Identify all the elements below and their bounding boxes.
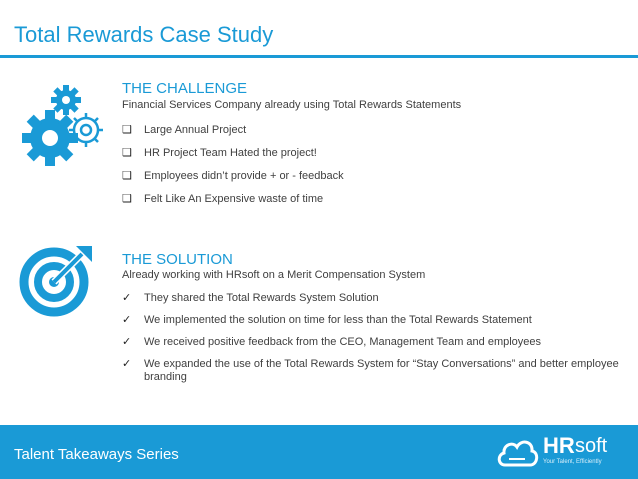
list-item <box>122 124 344 137</box>
solution-subtitle: Already working with HRsoft on a Merit Compensation System <box>122 269 426 281</box>
title-divider <box>0 55 638 58</box>
list-item <box>122 358 622 384</box>
checkmark-icon: ✓ <box>122 358 132 370</box>
solution-list <box>122 292 622 384</box>
list-item-text: They shared the Total Rewards System Solution <box>144 292 379 304</box>
page-title: Total Rewards Case Study <box>14 22 274 47</box>
list-item-text: We implemented the solution on time for less than the Total Rewards Statement <box>144 314 532 326</box>
list-item-text: Felt Like An Expensive waste of time <box>144 193 324 205</box>
challenge-heading: THE CHALLENGE <box>122 80 248 97</box>
logo-tagline: Your Talent, Efficiently <box>543 459 602 465</box>
checkmark-icon: ✓ <box>122 292 132 304</box>
list-item-text: Large Annual Project <box>144 124 247 136</box>
title-bar <box>0 0 638 54</box>
list-item-text: Employees didn’t provide + or - feedback <box>144 170 344 182</box>
checkbox-bullet-icon: ❑ <box>122 124 132 136</box>
footer-series-label: Talent Takeaways Series <box>14 446 179 463</box>
list-item <box>122 147 344 160</box>
checkbox-bullet-icon: ❑ <box>122 170 132 182</box>
list-item <box>122 170 344 183</box>
list-item <box>122 292 622 305</box>
gears-icon <box>14 82 106 174</box>
challenge-list <box>122 124 344 206</box>
cloud-logo-icon <box>495 433 539 473</box>
list-item-text: We received positive feedback from the CEO, Management Team and employees <box>144 336 542 348</box>
list-item-text: HR Project Team Hated the project! <box>144 147 317 159</box>
footer-bar <box>0 425 638 479</box>
target-icon <box>18 240 98 320</box>
logo-hr-text: HR <box>543 433 575 458</box>
challenge-subtitle: Financial Services Company already using Total Rewards Statements <box>122 99 462 111</box>
solution-heading: THE SOLUTION <box>122 251 233 268</box>
list-item <box>122 193 344 206</box>
checkmark-icon: ✓ <box>122 336 132 348</box>
list-item <box>122 336 622 349</box>
hrsoft-logo <box>495 431 630 475</box>
checkbox-bullet-icon: ❑ <box>122 193 132 205</box>
list-item-text: We expanded the use of the Total Rewards System for “Stay Conversations” and better employee branding <box>144 358 619 383</box>
checkmark-icon: ✓ <box>122 314 132 326</box>
checkbox-bullet-icon: ❑ <box>122 147 132 159</box>
list-item <box>122 314 622 327</box>
logo-soft-text: soft <box>575 435 608 457</box>
